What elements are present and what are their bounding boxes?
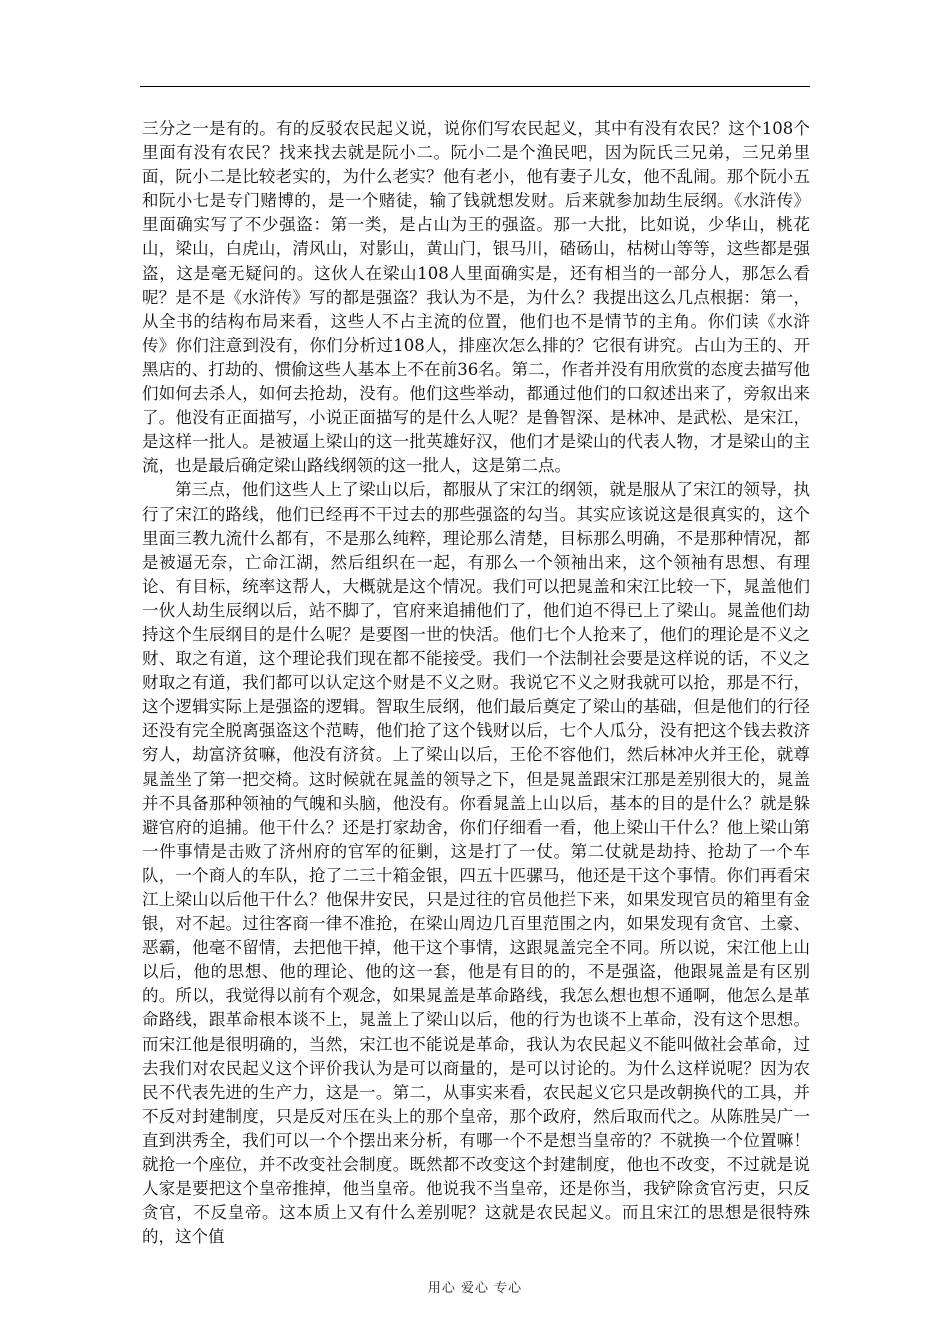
header-divider — [140, 86, 810, 87]
document-body — [142, 117, 810, 1249]
paragraph-2: 第三点，他们这些人上了梁山以后，都服从了宋江的纲领，就是服从了宋江的领导，执行了宋江的路线，他们已经再不干过去的那些强盗的勾当。其实应该说这是很真实的，这个里面三教九流什么都有，不是那么纯粹，理论那么清楚，目标那么明确，不是那种情况，都是被逼无奈，亡命江湖，然后组织在一起，有那么一个领袖出来，这个领袖有思想、有理论、有目标，统率这帮人，大概就是这个情况。我们可以把晁盖和宋江比较一下，晁盖他们一伙人劫生辰纲以后，站不脚了，官府来追捕他们了，他们迫不得已上了梁山。晁盖他们劫持这个生辰纲目的是什么呢？是要图一世的快活。他们七个人抢来了，他们的理论是不义之财、取之有道，这个理论我们现在都不能接受。我们一个法制社会要是这样说的话，不义之财取之有道，我们都可以认定这个财是不义之财。我说它不义之财我就可以抢，那是不行，这个逻辑实际上是强盗的逻辑。智取生辰纲，他们最后奠定了梁山的基础，但是他们的行径还没有完全脱离强盗这个范畴，他们抢了这个钱财以后，七个人瓜分，没有把这个钱去救济穷人，劫富济贫嘛，他没有济贫。上了梁山以后，王伦不容他们，然后林冲火并王伦，就尊晁盖坐了第一把交椅。这时候就在晁盖的领导之下，但是晁盖跟宋江那是差别很大的，晁盖并不具备那种领袖的气魄和头脑，他没有。你看晁盖上山以后，基本的目的是什么？就是躲避官府的追捕。他干什么？还是打家劫舍，你们仔细看一看，他上梁山干什么？他上梁山第一件事情是击败了济州府的官军的征剿，这是打了一仗。第二仗就是劫持、抢劫了一个车队，一个商人的车队，抢了二三十箱金银，四五十匹骡马，他还是干这个事情。你们再看宋江上梁山以后他干什么？他保井安民，只是过往的官员他拦下来，如果发现官员的箱里有金银，对不起。过往客商一律不准抢，在梁山周边几百里范围之内，如果发现有贪官、土豪、恶霸，他毫不留情，去把他干掉，他干这个事情，这跟晁盖完全不同。所以说，宋江他上山以后，他的思想、他的理论、他的这一套，他是有目的的，不是强盗，他跟晁盖是有区别的。所以，我觉得以前有个观念，如果晁盖是革命路线，我怎么想也想不通啊，他怎么是革命路线，跟革命根本谈不上，晁盖上了梁山以后，他的行为也谈不上革命，没有这个思想。而宋江他是很明确的，当然，宋江也不能说是革命，我认为农民起义不能叫做社会革命，过去我们对农民起义这个评价我认为是可以商量的，是可以讨论的。为什么这样说呢？因为农民不代表先进的生产力，这是一。第二，从事实来看，农民起义它只是改朝换代的工具，并不反对封建制度，只是反对压在头上的那个皇帝，那个政府，然后取而代之。从陈胜吴广一直到洪秀全，我们可以一个个摆出来分析，有哪一个不是想当皇帝的？不就换一个位置嘛！就抢一个座位，并不改变社会制度。既然都不改变这个封建制度，他也不改变，不过就是说人家是要把这个皇帝推掉，他当皇帝。他说我不当皇帝，还是你当，我铲除贪官污吏，只反贪官，不反皇帝。这本质上又有什么差别呢？这就是农民起义。而且宋江的思想是很特殊的，这个值 — [142, 480, 810, 1247]
page-footer: 用心 爱心 专心 — [427, 1281, 523, 1296]
paragraph-1: 三分之一是有的。有的反驳农民起义说，说你们写农民起义，其中有没有农民？这个108个里面有没有农民？找来找去就是阮小二。阮小二是个渔民吧，因为阮氏三兄弟，三兄弟里面，阮小二是比较老实的，为什么老实？他有老小，他有妻子儿女，他不乱闹。那个阮小五和阮小七是专门赌博的，是一个赌徒，输了钱就想发财。后来就参加劫生辰纲。《水浒传》里面确实写了不少强盗：第一类，是占山为王的强盗。那一大批，比如说，少华山，桃花山，梁山，白虎山，清风山，对影山，黄山门，银马川，䂿砀山，枯树山等等，这些都是强盗，这是毫无疑问的。这伙人在梁山108人里面确实是，还有相当的一部分人，那怎么看呢？是不是《水浒传》写的都是强盗？我认为不是，为什么？我提出这么几点根据：第一，从全书的结构布局来看，这些人不占主流的位置，他们也不是情节的主角。你们读《水浒传》你们注意到没有，你们分析过108人，排座次怎么排的？它很有讲究。占山为王的、开黑店的、打劫的、惯偷这些人基本上不在前36名。第二，作者并没有用欣赏的态度去描写他们如何去杀人，如何去抢劫，没有。他们这些举动，都通过他们的口叙述出来了，旁叙出来了。他没有正面描写，小说正面描写的是什么人呢？是鲁智深、是林冲、是武松、是宋江，是这样一批人。是被逼上梁山的这一批英雄好汉，他们才是梁山的代表人物，才是梁山的主流，也是最后确定梁山路线纲领的这一批人，这是第二点。 — [142, 119, 810, 476]
